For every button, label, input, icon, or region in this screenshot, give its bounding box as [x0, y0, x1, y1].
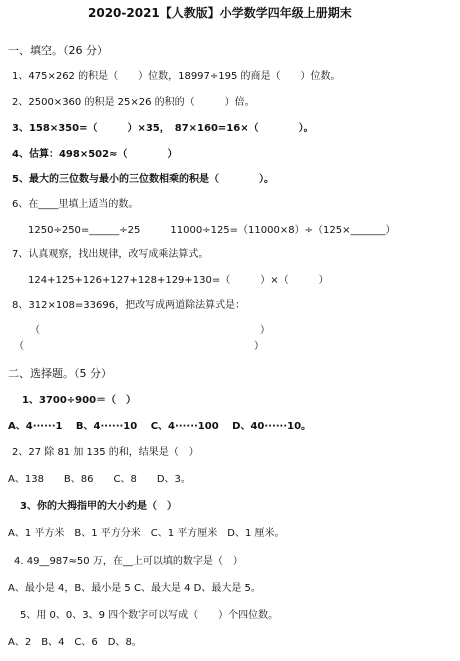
- q6-eq: 1250÷250=______÷25 11000÷125=（11000×8）÷（125×_______）: [28, 225, 396, 236]
- q4: 4、估算：498×502≈（ ）: [12, 149, 178, 160]
- c5-opts: A、2 B、4 C、6 D、8。: [8, 637, 142, 648]
- c4-opts: A、最小是 4，B、最小是 5 C、最大是 4 D、最大是 5。: [8, 583, 261, 594]
- c3: 3、你的大拇指甲的大小约是（ ）: [20, 501, 177, 512]
- q6: 6、在____里填上适当的数。: [12, 199, 139, 210]
- q7-eq: 124+125+126+127+128+129+130=（ ）×（ ）: [28, 275, 329, 286]
- q3: 3、158×350=（ ）×35， 87×160=16×（ ）。: [12, 123, 314, 134]
- section-2: 二、选择题。（5 分）: [8, 367, 112, 380]
- q1: 1、475×262 的积是（ ）位数，18997÷195 的商是（ ）位数。: [12, 71, 341, 82]
- q8-b2: （ ）: [14, 341, 264, 352]
- c5: 5、用 0、0、3、9 四个数字可以写成（ ）个四位数。: [20, 610, 279, 621]
- q8: 8、312×108=33696，把改写成两道除法算式是：: [12, 300, 246, 311]
- c1: 1、3700÷900＝（ ）: [22, 395, 137, 406]
- c2: 2、27 除 81 加 135 的和，结果是（ ）: [12, 447, 199, 458]
- q7: 7、认真观察，找出规律，改写成乘法算式。: [12, 249, 209, 260]
- section-1: 一、填空。（26 分）: [8, 44, 108, 57]
- c2-opts: A、138 B、86 C、8 D、3。: [8, 474, 191, 485]
- c1-opts: A、4······1 B、4······10 C、4······100 D、40······10。: [8, 421, 312, 432]
- q5: 5、最大的三位数与最小的三位数相乘的积是（ ）。: [12, 174, 274, 185]
- title: 2020-2021【人教版】小学数学四年级上册期末: [88, 6, 352, 20]
- q8-b1: （ ）: [30, 325, 270, 336]
- c4: 4. 49__987≈50 万，在__上可以填的数字是（ ）: [14, 556, 243, 567]
- q2: 2、2500×360 的积是 25×26 的积的（ ）倍。: [12, 97, 255, 108]
- c3-opts: A、1 平方米 B、1 平方分米 C、1 平方厘米 D、1 厘米。: [8, 528, 285, 539]
